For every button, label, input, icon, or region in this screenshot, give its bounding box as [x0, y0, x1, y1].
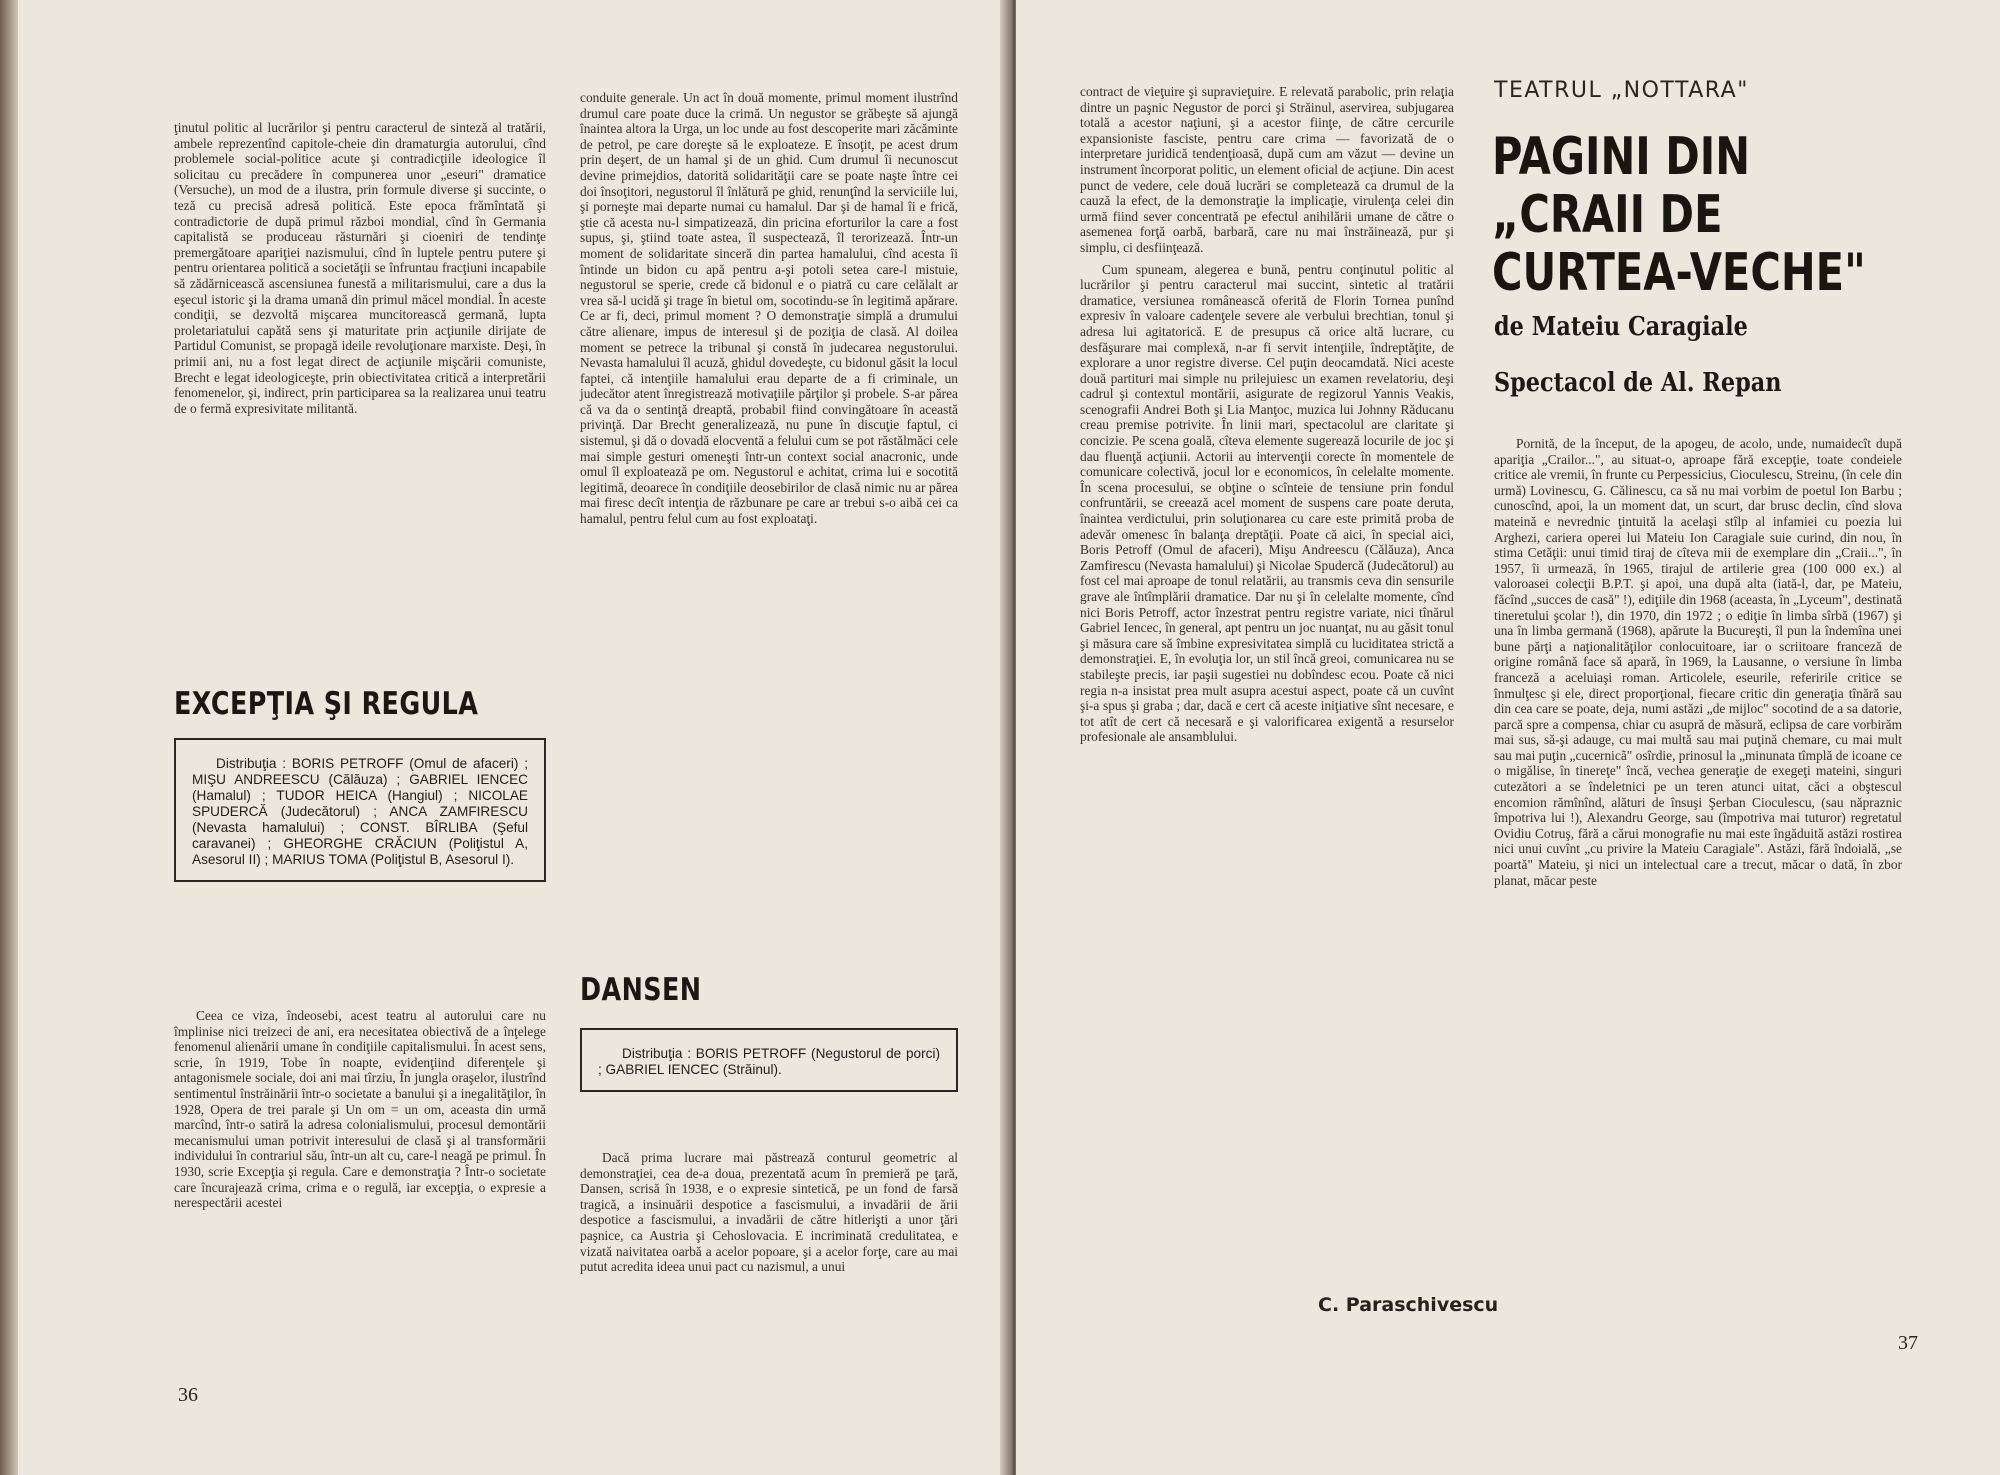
left-column-2-bottom	[580, 1150, 958, 1281]
review-title	[1492, 128, 1866, 302]
left-column-1	[174, 120, 546, 422]
review-title-line-1: PAGINI DIN	[1492, 127, 1751, 187]
section-title-dansen: DANSEN	[580, 972, 702, 1008]
review-title-line-2: „CRAII DE	[1492, 185, 1723, 245]
cast-box-exceptia	[174, 738, 546, 882]
left-column-1-bottom	[174, 1008, 546, 1217]
cast-list-exceptia: Distribuţia : BORIS PETROFF (Omul de afaceri) ; MIŞU ANDREESCU (Călăuza) ; GABRIEL IENCEC (Hamalul) ; TUDOR HEICA (Hangiul) ; NICOLAE SPUDERCĂ (Judecătorul) ; ANCA ZAMFIRESCU (Nevasta hamalului) ; CONST. BÎRLIBA (Şeful caravanei) ; GHEORGHE CRĂCIUN (Poliţistul A, Asesorul II) ; MARIUS TOMA (Poliţistul B, Asesorul I).	[192, 756, 528, 867]
paragraph-pornita: Pornită, de la început, de la apogeu, de acolo, unde, numaidecît după apariţia „Crailor...", au situat-o, aproape fără excepţie, toate condeiele critice ale vremii, în frunte cu Perpessicius, Cioculescu, Streinu, (în cele din urmă) Lovinescu, G. Călinescu, ca să nu mai vorbim de poetul Ion Barbu ; cunoscînd, apoi, la un moment dat, un scurt, dar brusc declin, cînd slova mateină e nevrednic ţintuită la acelaşi stîlp al infamiei cu poezia lui Arghezi, cariera operei lui Mateiu Ion Caragiale suie curind, din nou, în stima Cetăţii: unui timid tiraj de cîteva mii de exemplare din „Craii...", în 1957, îi urmează, în 1965, tirajul de artilerie grea (100 000 ex.) al valoroasei colecţii B.P.T. şi apoi, una după alta (iată-l, dar, pe Mateiu, făcînd „succes de casă" !), ediţiile din 1968 (aceasta, în „Lyceum", destinată tineretului şcolar !), din 1970, din 1972 ; o ediţie în limba sîrbă (1967) şi una în limba germană (1968), apărute la Bucureşti, îl pun la îndemîna unei bune părţi a naţionalităţilor conlocuitoare, iar o scriitoare franceză de origine română face să apară, în 1969, la Lausanne, o versiune în limba franceză a aceluiaşi roman. Articolele, eseurile, referirile critice se înmulţesc şi ele, direct proporţional, fiecare critic din generaţia tînără sau din cea care se poate, deja, numi astăzi „de mijloc" socotind de a sa datorie, parcă spre a compensa, chiar cu asupră de măsură, eclipsa de care vorbirăm mai sus, să-şi adauge, cu mai multă sau mai puţină chemare, cu mai mult sau mai puţin „cucernicã" osîrdie, prinosul la „minunata tîmplă de icoane ce o migălise, în tinereţe" încă, vechea generaţie de exegeţi mateini, singuri cutezători a se îndeletnici pe un teren atunci uitat, căci a obştescul encomion rămînînd, alături de însuşi Şerban Cioculescu, (sau năpraznic împotriva lui !), Alexandru George, sau (împotriva mai tuturor) regretatul Ovidiu Cotruş, fără a cărui monografie nu mai este îngăduită astăzi rostirea nici unui cuvînt „cu privire la Mateiu Caragiale". Astăzi, fără îndoială, „se poartă" Mateiu, şi nici un intelectual care a trecut, măcar o dată, în zbor planat, măcar peste	[1494, 436, 1903, 888]
cast-box-dansen	[580, 1028, 958, 1092]
cast-list-dansen: Distribuţia : BORIS PETROFF (Negustorul de porci) ; GABRIEL IENCEC (Străinul).	[598, 1046, 940, 1077]
left-column-2	[580, 90, 958, 533]
byline-director: Spectacol de Al. Repan	[1494, 368, 1782, 398]
left-page-edge	[0, 0, 18, 1475]
section-heading-exceptia	[174, 686, 554, 722]
paragraph-dansen: Dacă prima lucrare mai păstrează conturul geometric al demonstraţiei, cea de-a doua, prezentată acum în premieră pe ţară, Dansen, scrisă în 1938, e o expresie sintetică, pe un fond de farsă tragică, a insinuării despotice a fascismului, a invadării de ării despotice a fascismului, a invadării de către hitlerişti a unor ţări paşnice, ca Austria şi Cehoslovacia. E incriminată credulitatea, e vizată naivitatea oarbă a acelor popoare, şi a acelor forţe, care au mai putut acredita ideea unui pact cu nazismul, a unui	[580, 1150, 958, 1275]
paragraph-conduite: conduite generale. Un act în două momente, primul moment ilustrînd drumul care poate duce la crimă. Un negustor se grăbeşte să ajungă înaintea altora la Urga, un loc unde au fost descoperite mari zăcăminte de petrol, pe care doreşte să le exploateze. E însoţit, pe acest drum prin deşert, de un hamal şi de un ghid. Cum drumul îi necunoscut devine primejdios, datorită solidarităţii care se poate naşte între cei doi însoţitori, negustorul îl înlătură pe ghid, renunţînd la serviciile lui, şi porneşte mai departe numai cu hamalul. Dar şi de hamal îi e frică, ştie că acesta nu-l simpatizează, din pricina eforturilor la care a fost supus, şi, ştiind toate astea, îl suspectează, îl terorizează. Într-un moment de solidaritate sinceră din partea hamalului, cînd acesta îi întinde un bidon cu apă pentru a-şi potoli setea care-l mistuie, negustorul se sperie, crede că bidonul e o piatră cu care celălalt ar vrea să-l ucidă şi trage în bietul om, socotindu-se în legitimă apărare. Ce ar fi, deci, primul moment ? O demonstraţie simplă a drumului către alienare, impus de interesul şi de poziţia de clasă. Al doilea moment se petrece la tribunal şi constă în judecarea negustorului. Nevasta hamalului îl acuză, ghidul dovedeşte, cu bidonul găsit la locul faptei, că intenţiile hamalului erau departe de a fi criminale, un judecător atent înregistrează motivaţiile părţilor şi probele. S-ar părea că va da o sentinţă dreaptă, probabil fiind convingătoare în această privinţă. Dar Brecht generalizează, nu pune în discuţie faptul, ci sistemul, şi dă o dovadă elocventă a felului cum se pot răstălmăci cele mai simple gesturi omeneşti într-un context social anacronic, unde omul îl exploatează pe om. Negustorul e achitat, crima lui e socotită legitimă, deoarece în condiţiile deosebirilor de clasă nimic nu ar părea mai firesc decît intenţia de răzbunare pe care ar trebui s-o aibă cei ca hamalul, pentru felul cum au fost exploataţi.	[580, 90, 958, 527]
paragraph-contract: contract de vieţuire şi supravieţuire. E relevată parabolic, prin relaţia dintre un paşnic Negustor de porci şi Străinul, aservirea, subjugarea totală a acestor naţiuni, şi a acestor fiinţe, de către cercurile expansioniste fasciste, pentru care crima — favorizată de o interpretare juridică tendenţioasă, după cum am văzut — devine un instrument încorporat politic, un element oficial de acţiune. Din acest punct de vedere, cele două lucrări se completează ca drumul de la cauză la efect, de la demonstraţie la implicaţie, virulenţa celei din urmă fiind sever concentrată pe efectul anihilării umane de către o asemenea forţă oarbă, barbară, care nu mai înstrăinează, pur şi simplu, ci desfiinţează.	[1080, 84, 1454, 255]
byline-author: de Mateiu Caragiale	[1494, 312, 1748, 342]
section-heading-dansen	[580, 972, 960, 1008]
theatre-label: TEATRUL „NOTTARA"	[1494, 78, 1749, 103]
section-title-exceptia: EXCEPŢIA ŞI REGULA	[174, 686, 479, 722]
page-number-right: 37	[1898, 1332, 1918, 1354]
author-signature: C. Paraschivescu	[1318, 1294, 1499, 1316]
right-column-2	[1494, 436, 1902, 894]
right-column-1	[1080, 84, 1454, 751]
paragraph-cum-spuneam: Cum spuneam, alegerea e bună, pentru conţinutul politic al lucrărilor şi pentru caracterul mai succint, sintetic al tratării dramatice, versiunea românească oferită de Florin Tornea punînd expresiv în valoare cadenţele severe ale verbului brechtian, tonul şi adresa lui agitatorică. E de presupus că orice altă lucrare, cu desfăşurare mai complexă, n-ar fi servit intenţiile, îndreptăţite, de explorare a unor registre diverse. Cel puţin deocamdată. Nici aceste două partituri mai simple nu prilejuiesc un examen revelatoriu, deşi cadrul şi contextul montării, asigurate de regizorul Yannis Veakis, scenografii Andrei Both şi Lia Manţoc, muzica lui Johnny Răducanu creau premise potrivite. În linii mari, spectacolul are claritate şi concizie. Pe scena goală, cîteva elemente sugerează locurile de joc şi dau fluenţă acţiunii. Actorii au intervenţii corecte în momentele de comunicare colectivă, jocul lor e economicos, în celelalte momente. În scena procesului, se obţine o scînteie de tensiune prin fondul confruntării, se creează acel moment de suspens care poate deruta, înaintea verdictului, prin soluţionarea cu care este primită proba de adevăr omenesc în balanţa dreptăţii. Poate că aici, în special aici, Boris Petroff (Omul de afaceri), Mişu Andreescu (Călăuza), Anca Zamfirescu (Nevasta hamalului) şi Nicolae Spudercă (Judecătorul) au fost cel mai aproape de tonul relatării, au transmis ceva din sensurile grave ale întîmplării dramatice. Dar nu şi în celelalte momente, cînd nici Boris Petroff, actor înzestrat pentru registre variate, nici tînărul Gabriel Iencec, în general, apt pentru un joc nuanţat, nu au găsit tonul şi măsura care să îmbine expresivitatea simplă cu luciditatea strictă a demonstraţiei. E, în evoluţia lor, un stil încă greoi, comunicarea nu se stabileşte precis, iar paşii sugestiei nu dobîndesc ecou. Poate că nici regia n-a insistat prea mult asupra acestui aspect, poate că un cuvînt şi-a spus şi graba ; dar, dacă e cert că aceste iniţiative sînt necesare, e tot atît de cert că necesară e şi valorificarea exigentă a resurselor profesionale ale ansamblului.	[1080, 261, 1454, 745]
review-title-line-3: CURTEA-VECHE"	[1492, 243, 1866, 303]
paragraph-teatru-viza: Ceea ce viza, îndeosebi, acest teatru al autorului care nu împlinise nici treizeci de ani, era necesitatea obiectivă de a înţelege fenomenul alienării umane în condiţiile capitalismului. În acest sens, scrie, în 1919, Tobe în noapte, evidenţiind diferenţele şi antagonismele sociale, doi ani mai tîrziu, În jungla oraşelor, ilustrînd sentimentul înstrăinării într-o societate a banului şi a inegalităţilor, în 1928, Opera de trei parale şi Un om = un om, aceasta din urmă marcînd, într-o satiră la adresa colonialismului, procesul demontării mecanismului uman potrivit interesului de clasă şi al transformării individului în contrariul său, într-un alt cu, care-l neagă pe primul. În 1930, scrie Excepţia şi regula. Care e demonstraţia ? Într-o societate care încurajează crima, crima e o regulă, iar excepţia, o expresie a nerespectării acestei	[174, 1008, 546, 1211]
intro-paragraph: ţinutul politic al lucrărilor şi pentru caracterul de sinteză al tratării, ambele reprezentînd capitole-cheie din dramaturgia autorului, cînd problemele social-politice acute şi contradicţiile ideologice îl solicitau cu precădere în compunerea unor „eseuri" dramatice (Versuche), un mod de a ilustra, prin formule diverse şi succinte, o teză cu precisă adresă politică. Este epoca frămîntată şi contradictorie de după primul război mondial, cînd în Germania capitalistă se produceau răsturnări şi cioeniri de tendinţe premergătoare apariţiei nazismului, cînd în luptele pentru putere şi pentru orientarea politică a societăţii se înfruntau fracţiuni incapabile să zădărnicească ascensiunea funestă a militarismului, care a dus la eşecul istoric şi la drama umană din primul măcel mondial. În aceste condiţii, se dezvoltă mişcarea muncitorească germană, lupta proletariatului capătă sens şi maturitate prin acţiunile dirijate de Partidul Comunist, se propagă ideile revoluţionare marxiste. Deşi, în primii ani, nu a fost legat direct de acţiunile mişcării comuniste, Brecht e legat ideologiceşte, prin obiectivitatea critică a interpretării fenomenelor, şi, indirect, prin participarea sa la realizarea unui teatru de o fermă expresivitate militantă.	[174, 120, 546, 416]
right-page	[1016, 0, 2000, 1475]
page-number-left: 36	[178, 1384, 198, 1406]
